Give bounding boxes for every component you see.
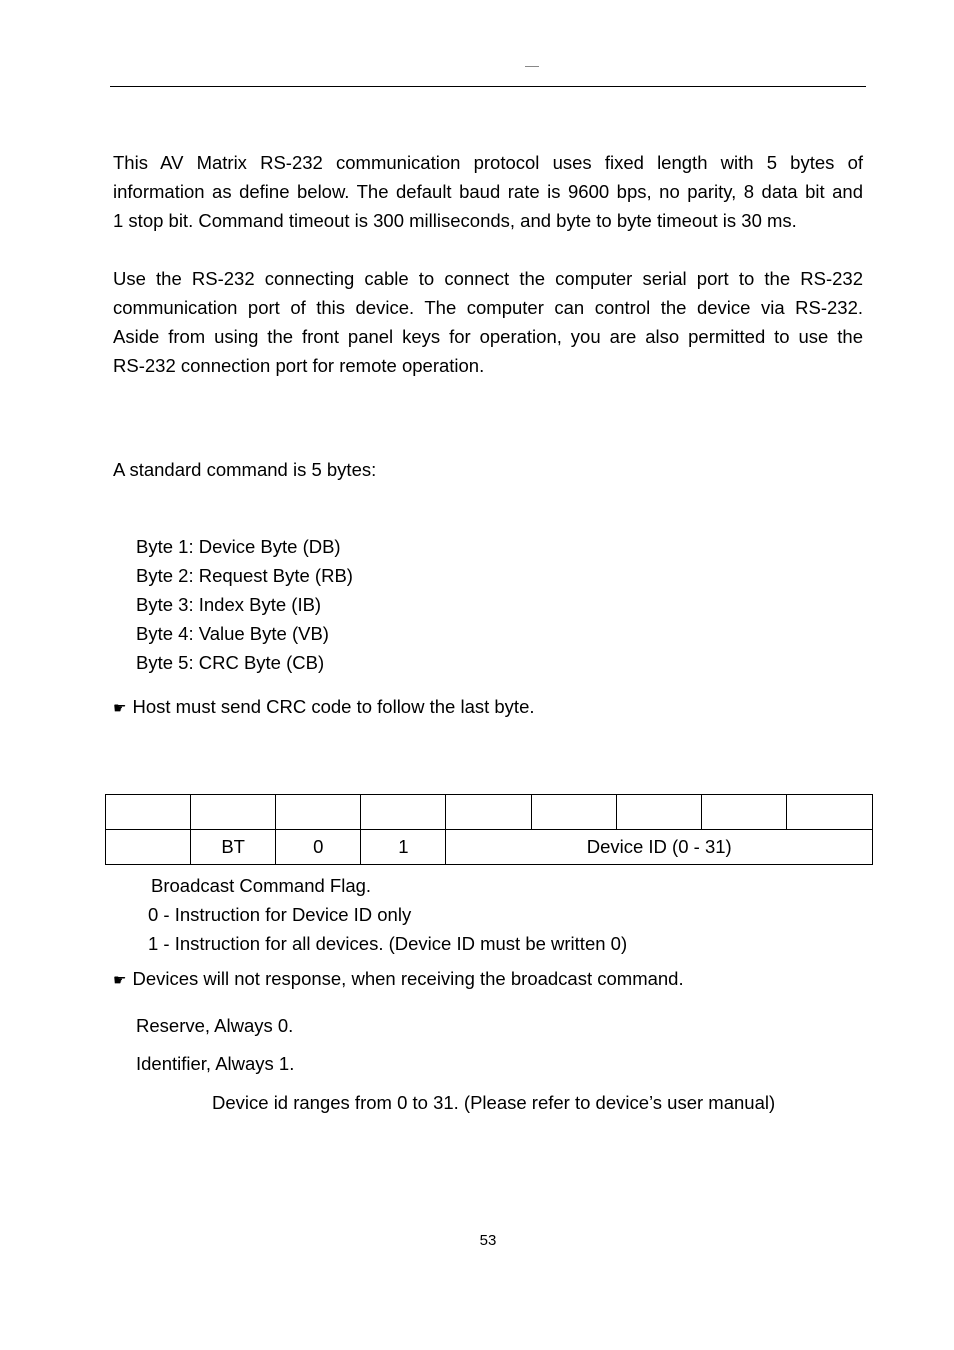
connection-line-4: RS-232 connection port for remote operation. [113, 355, 485, 376]
header-rule [110, 86, 866, 87]
broadcast-note-text: Devices will not response, when receiving the broadcast command. [132, 968, 684, 989]
connection-line-2: communication port of this device. The computer can control the device via RS-232. [113, 297, 863, 318]
device-byte-table [105, 794, 873, 865]
byte-list [136, 532, 353, 677]
table-cell [531, 795, 616, 830]
table-cell [276, 795, 361, 830]
reserve-bit-cell: 0 [276, 830, 361, 865]
table-cell [191, 795, 276, 830]
protocol-paragraph [113, 148, 863, 235]
bt-cell: BT [191, 830, 276, 865]
header-mark [525, 66, 539, 67]
protocol-line-3: 1 stop bit. Command timeout is 300 milliseconds, and byte to byte timeout is 30 ms. [113, 210, 797, 231]
table-cell [106, 795, 191, 830]
protocol-line-1: This AV Matrix RS-232 communication protocol uses fixed length with 5 bytes of [113, 152, 863, 173]
list-item: Byte 1: Device Byte (DB) [136, 536, 341, 557]
table-cell [786, 795, 872, 830]
connection-paragraph [113, 264, 863, 380]
list-item: Byte 2: Request Byte (RB) [136, 565, 353, 586]
table-cell [361, 795, 446, 830]
protocol-line-2: information as define below. The default baud rate is 9600 bps, no parity, 8 data bit and [113, 181, 863, 202]
table-row [106, 830, 873, 865]
page-number: 53 [479, 1232, 497, 1249]
list-item: Byte 5: CRC Byte (CB) [136, 652, 325, 673]
table-cell [616, 795, 701, 830]
table-row [106, 795, 873, 830]
table-cell [446, 795, 531, 830]
table-cell [701, 795, 786, 830]
bt-option-0: 0 - Instruction for Device ID only [148, 904, 412, 925]
pointing-hand-icon: ☛ [113, 971, 127, 989]
bt-option-1: 1 - Instruction for all devices. (Device ID must be written 0) [148, 933, 628, 954]
device-id-description: Device id ranges from 0 to 31. (Please refer to device’s user manual) [212, 1092, 776, 1113]
table-cell [106, 830, 191, 865]
bt-description-title: Broadcast Command Flag. [151, 875, 372, 896]
crc-note-text: Host must send CRC code to follow the last byte. [132, 696, 535, 717]
connection-line-1: Use the RS-232 connecting cable to connect the computer serial port to the RS-232 [113, 268, 863, 289]
pointing-hand-icon: ☛ [113, 699, 127, 717]
broadcast-note [113, 964, 684, 995]
list-item: Byte 3: Index Byte (IB) [136, 594, 322, 615]
connection-line-3: Aside from using the front panel keys for operation, you are also permitted to use the [113, 326, 863, 347]
device-id-cell: Device ID (0 - 31) [446, 830, 873, 865]
list-item: Byte 4: Value Byte (VB) [136, 623, 329, 644]
standard-command-text: A standard command is 5 bytes: [113, 459, 377, 480]
crc-note [113, 692, 535, 723]
identifier-bit-cell: 1 [361, 830, 446, 865]
reserve-description: Reserve, Always 0. [136, 1015, 294, 1036]
identifier-description: Identifier, Always 1. [136, 1053, 295, 1074]
